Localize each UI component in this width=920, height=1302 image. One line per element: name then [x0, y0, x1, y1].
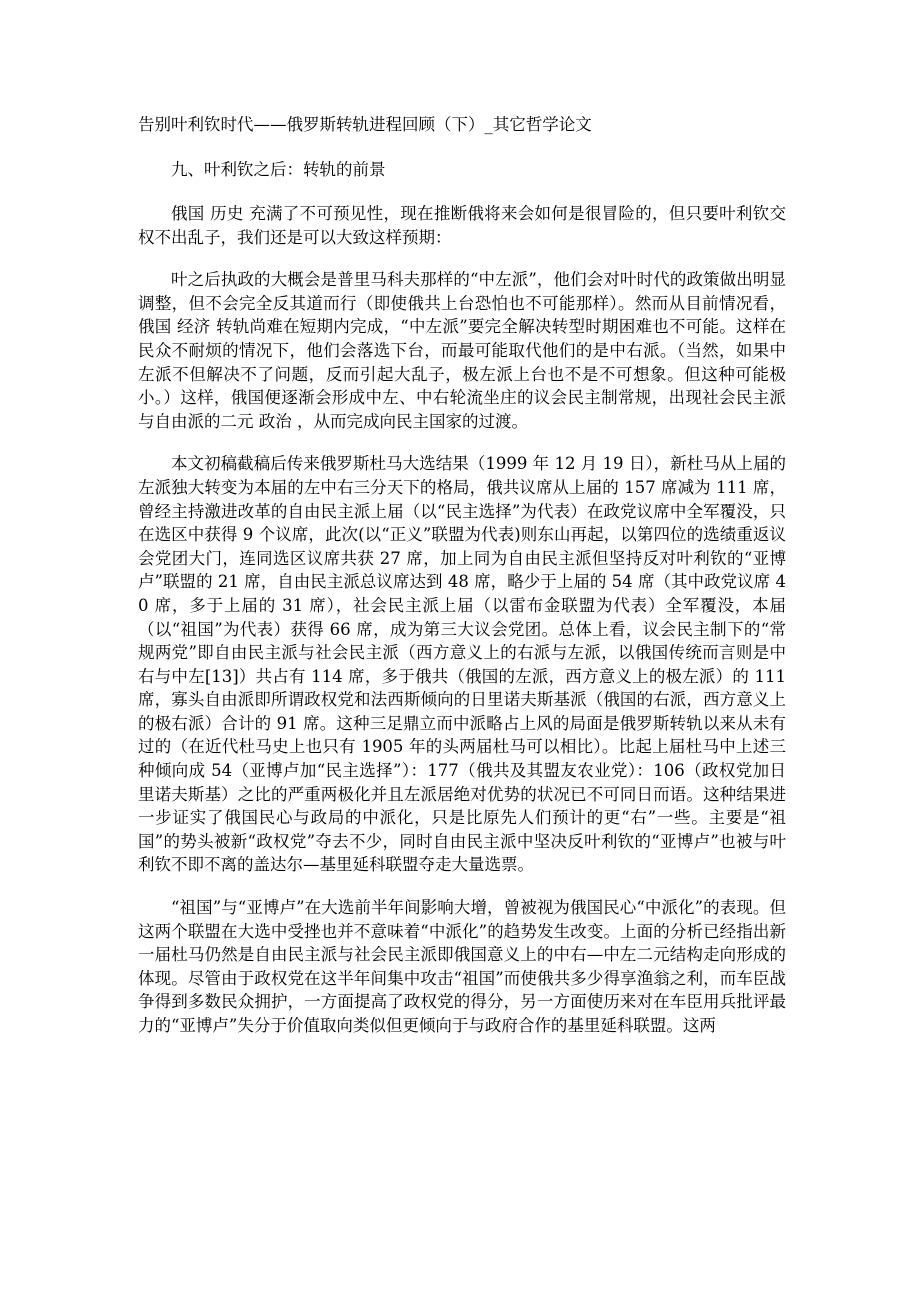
- section-heading: 九、叶利钦之后：转轨的前景: [171, 160, 386, 179]
- paragraph-prospects: 叶之后执政的大概会是普里马科夫那样的“中左派”，他们会对叶时代的政策做出明显调整，但不会完全反其道而行（即使俄共上台恐怕也不可能那样）。然而从目前情况看，俄国 经济 转轨尚难在短期内完成，“中左派”要完全解决转型时期困难也不可能。这样在民众不耐烦的情况下，他们会落选下台，而最可能取代他们的是中右派。（当然，如果中左派不但解决不了问题，反而引起大乱子，极左派上台也不是不可想象。但这种可能极小。）这样，俄国便逐渐会形成中左、中右轮流坐庄的议会民主制常规，出现社会民主派与自由派的二元 政治 ，从而完成向民主国家的过渡。: [138, 270, 786, 431]
- paragraph-centrist-trend: “祖国”与“亚博卢”在大选前半年间影响大增，曾被视为俄国民心“中派化”的表现。但这两个联盟在大选中受挫也并不意味着“中派化”的趋势发生改变。上面的分析已经指出新一届杜马仍然是自由民主派与社会民主派即俄国意义上的中右—中左二元结构走向形成的体现。尽管由于政权党在这半年间集中攻击“祖国”而使俄共多少得享渔翁之利，而车臣战争得到多数民众拥护，一方面提高了政权党的得分，另一方面使历来对在车臣用兵批评最力的“亚博卢”失分于价值取向类似但更倾向于与政府合作的基里延科联盟。这两: [138, 898, 786, 1035]
- document-title: 告别叶利钦时代——俄罗斯转轨进程回顾（下）_其它哲学论文: [138, 115, 592, 134]
- paragraph-intro: 俄国 历史 充满了不可预见性，现在推断俄将来会如何是很冒险的，但只要叶利钦交权不出乱子，我们还是可以大致这样预期：: [138, 204, 786, 247]
- paragraph-election-results: 本文初稿截稿后传来俄罗斯杜马大选结果（1999 年 12 月 19 日），新杜马从上届的左派独大转变为本届的左中右三分天下的格局，俄共议席从上届的 157 席减为 111 席，曾经主持激进改革的自由民主派上届（以“民主选择”为代表）在政党议席中全军覆没，只在选区中获得 9 个议席，此次(以“正义”联盟为代表)则东山再起，以第四位的选绩重返议会党团大门，连同选区议席共获 27 席，加上同为自由民主派但坚持反对叶利钦的“亚博卢”联盟的 21 席，自由民主派总议席达到 48 席，略少于上届的 54 席（其中政党议席 40 席，多于上届的 31 席），社会民主派上届（以雷布金联盟为代表）全军覆没，本届（以“祖国”为代表）获得 66 席，成为第三大议会党团。总体上看，议会民主制下的“常规两党”即自由民主派与社会民主派（西方意义上的右派与左派，以俄国传统而言则是中右与中左[13]）共占有 114 席，多于俄共（俄国的左派，西方意义上的极左派）的 111 席，寡头自由派即所谓政权党和法西斯倾向的日里诺夫斯基派（俄国的右派，西方意义上的极右派）合计的 91 席。这种三足鼎立而中派略占上风的局面是俄罗斯转轨以来从未有过的（在近代杜马史上也只有 1905 年的头两届杜马可以相比）。比起上届杜马中上述三种倾向成 54（亚博卢加“民主选择”）：177（俄共及其盟友农业党）：106（政权党加日里诺夫斯基）之比的严重两极化并且左派居绝对优势的状况已不可同日而语。这种结果进一步证实了俄国民心与政局的中派化，只是比原先人们预计的更“右”一些。主要是“祖国”的势头被新“政权党”夺去不少，同时自由民主派中坚决反叶利钦的“亚博卢”也被与叶利钦不即不离的盖达尔—基里延科联盟夺走大量选票。: [138, 454, 786, 875]
- document-page: [138, 112, 786, 1038]
